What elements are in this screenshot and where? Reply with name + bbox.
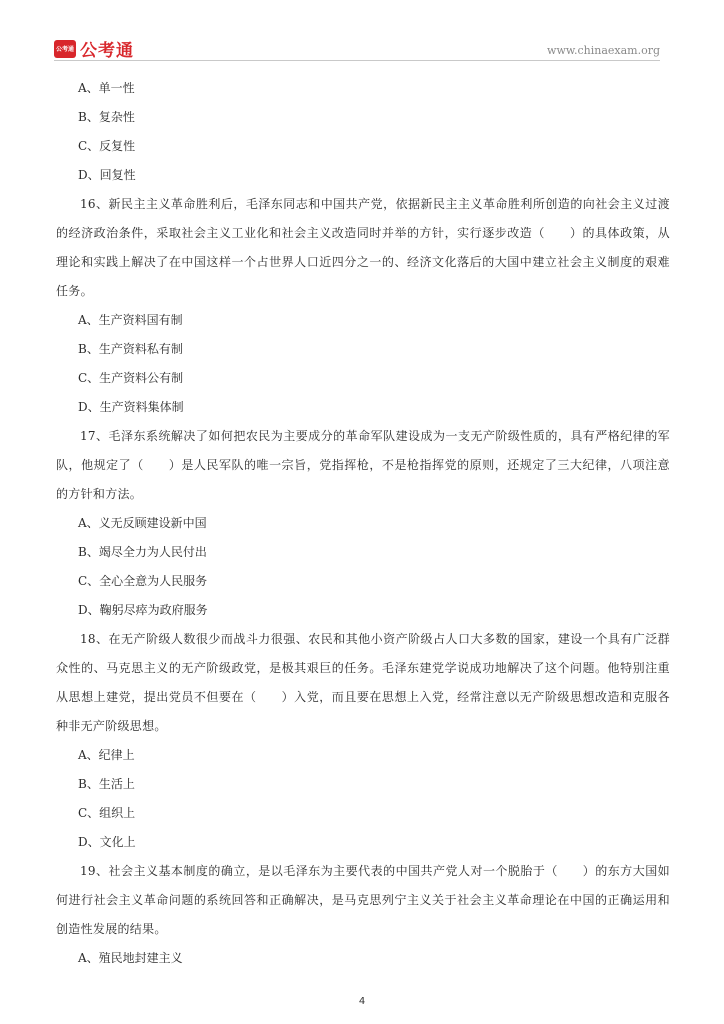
- q18-option-d: D、文化上: [78, 835, 136, 849]
- logo-text: 公考通: [80, 41, 134, 61]
- logo-badge-icon: 公考通: [54, 40, 76, 58]
- page-header: [0, 0, 724, 60]
- q18-option-a: A、纪律上: [78, 748, 135, 762]
- q15-option-d: D、回复性: [78, 168, 136, 182]
- q16-option-a: A、生产资料国有制: [78, 313, 183, 327]
- brand-logo: [54, 36, 134, 61]
- q17-option-a: A、义无反顾建设新中国: [78, 516, 207, 530]
- q16-option-c: C、生产资料公有制: [78, 371, 184, 385]
- q18-option-b: B、生活上: [78, 777, 135, 791]
- q17-option-c: C、全心全意为人民服务: [78, 574, 208, 588]
- q16-option-d: D、生产资料集体制: [78, 400, 184, 414]
- q15-option-a: A、单一性: [78, 81, 135, 95]
- header-divider: [54, 60, 660, 61]
- question-19: 19、社会主义基本制度的确立，是以毛泽东为主要代表的中国共产党人对一个脱胎于（ ）的东方大国如何进行社会主义革命问题的系统回答和正确解决，是马克思列宁主义关于社会主义革命理论在中国的正确运用和创造性发展的结果。: [56, 864, 670, 936]
- q17-option-b: B、竭尽全力为人民付出: [78, 545, 207, 559]
- q15-option-b: B、复杂性: [78, 110, 135, 124]
- question-16: 16、新民主主义革命胜利后，毛泽东同志和中国共产党，依据新民主主义革命胜利所创造的向社会主义过渡的经济政治条件，采取社会主义工业化和社会主义改造同时并举的方针，实行逐步改造（ ）的具体政策，从理论和实践上解决了在中国这样一个占世界人口近四分之一的、经济文化落后的大国中建立社会主义制度的艰难任务。: [56, 197, 670, 298]
- q19-option-a: A、殖民地封建主义: [78, 951, 183, 965]
- question-17: 17、毛泽东系统解决了如何把农民为主要成分的革命军队建设成为一支无产阶级性质的，具有严格纪律的军队，他规定了（ ）是人民军队的唯一宗旨，党指挥枪，不是枪指挥党的原则，还规定了三大纪律，八项注意的方针和方法。: [56, 429, 670, 501]
- q17-option-d: D、鞠躬尽瘁为政府服务: [78, 603, 208, 617]
- q18-option-c: C、组织上: [78, 806, 136, 820]
- site-url: www.chinaexam.org: [547, 44, 660, 57]
- page-content: [56, 74, 670, 973]
- q15-option-c: C、反复性: [78, 139, 136, 153]
- q16-option-b: B、生产资料私有制: [78, 342, 183, 356]
- page-number: 4: [358, 996, 366, 1007]
- question-18: 18、在无产阶级人数很少而战斗力很强、农民和其他小资产阶级占人口大多数的国家，建设一个具有广泛群众性的、马克思主义的无产阶级政党，是极其艰巨的任务。毛泽东建党学说成功地解决了这个问题。他特别注重从思想上建党，提出党员不但要在（ ）入党，而且要在思想上入党，经常注意以无产阶级思想改造和克服各种非无产阶级思想。: [56, 632, 670, 733]
